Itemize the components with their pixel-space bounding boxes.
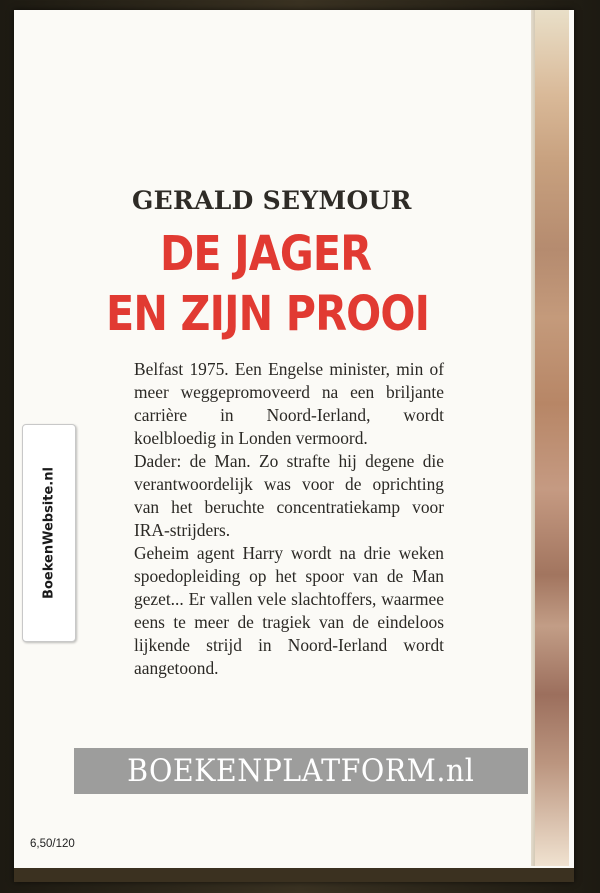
- watermark-text: BOEKENPLATFORM.nl: [127, 753, 475, 789]
- price-code: 6,50/120: [30, 838, 75, 850]
- book-title-line-2: EN ZIJN PROOI: [106, 286, 430, 342]
- website-sticker: [22, 424, 76, 642]
- blurb-paragraph-3: Geheim agent Harry wordt na drie weken spoedopleiding op het spoor van de Man gezet... Er vallen vele slachtoffers, waarmee eens te meer de tragiek van de eindeloos lijkende strijd in Noord-Ierland wordt aangetoond.: [134, 543, 444, 678]
- book-bottom-edge: [14, 868, 574, 882]
- book-spine: [535, 10, 569, 866]
- sticker-text: BoekenWebsite.nl: [41, 467, 57, 599]
- watermark-banner: [74, 748, 528, 794]
- author-name: GERALD SEYMOUR: [132, 186, 412, 215]
- blurb-paragraph-1: Belfast 1975. Een Engelse minister, min of meer weggepromoveerd na een briljante carrière in Noord-Ierland, wordt koelbloedig in Londen vermoord.: [134, 359, 444, 448]
- book-blurb: [134, 358, 444, 680]
- book-title-line-1: DE JAGER: [160, 226, 372, 282]
- blurb-paragraph-2: Dader: de Man. Zo strafte hij degene die verantwoordelijk was voor de oprichting van het beruchte concentratiekamp voor IRA-strijders.: [134, 451, 444, 540]
